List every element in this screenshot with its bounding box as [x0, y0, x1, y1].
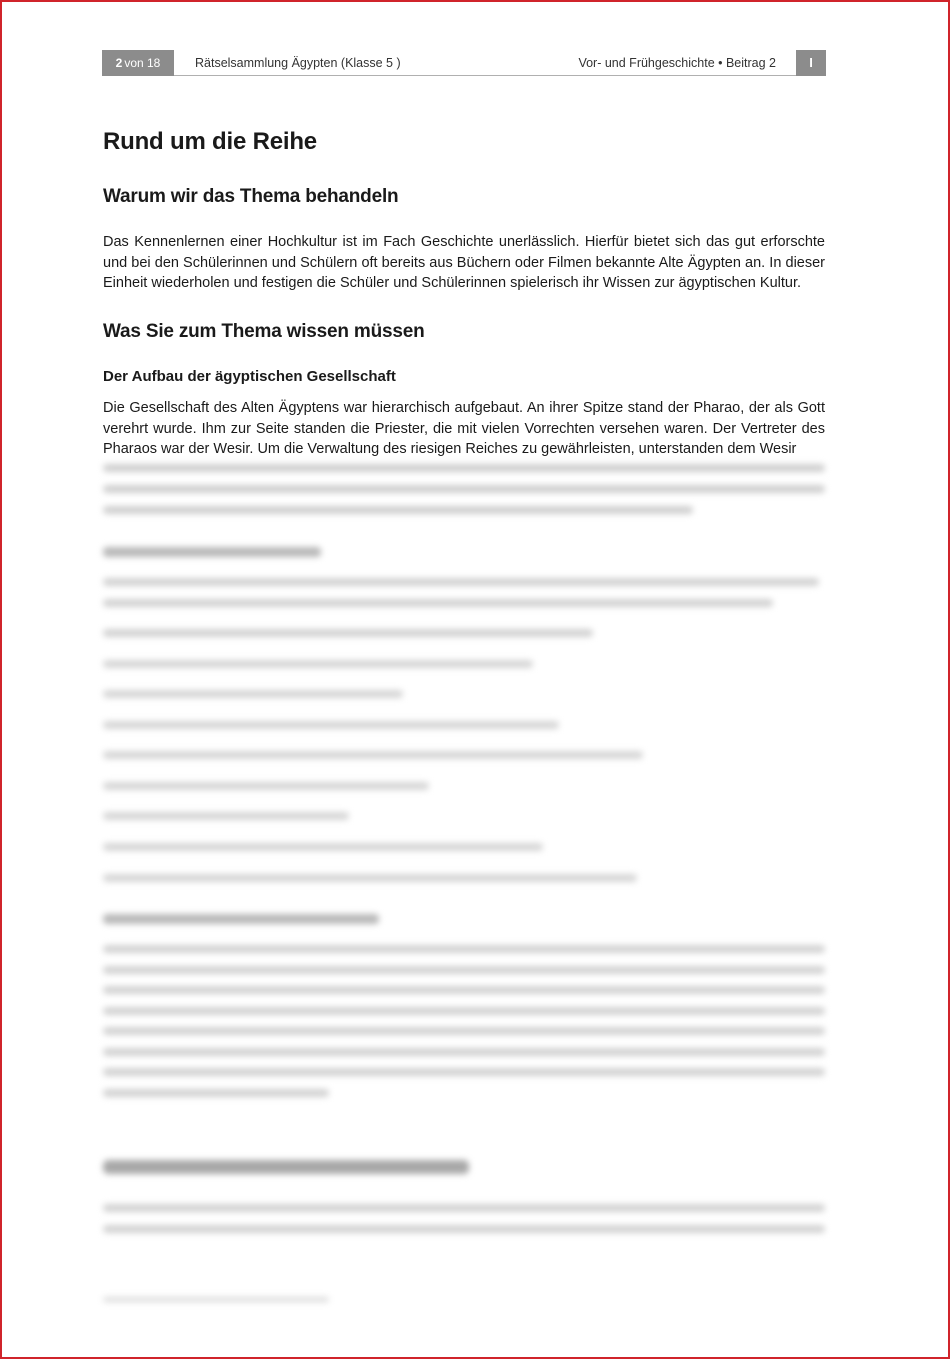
page-header — [102, 50, 826, 78]
blurred-line — [103, 629, 593, 637]
section-title: Vor- und Frühgeschichte • Beitrag 2 — [578, 56, 776, 70]
blurred-bullet — [103, 843, 543, 851]
blurred-bullet — [103, 812, 349, 820]
blurred-line — [103, 464, 825, 472]
blurred-line — [103, 1048, 825, 1056]
page-count: von 18 — [124, 56, 161, 70]
blurred-line — [103, 1204, 825, 1212]
society-paragraph: Die Gesellschaft des Alten Ägyptens war hierarchisch aufgebaut. An ihrer Spitze stand der Pharao, der als Gott verehrt wurde. Ihm zur Seite standen die Priester, die mit vielen Vorrechten versehen waren. Der Vertreter des Pharaos war der Wesir. Um die Verwaltung des riesigen Reiches zu gewährleisten, unterstanden dem Wesir — [103, 400, 825, 458]
header-divider — [174, 75, 796, 76]
blurred-line — [103, 1089, 329, 1097]
blurred-line — [103, 578, 819, 586]
society-paragraph-visible — [103, 398, 825, 460]
blurred-line — [103, 1068, 825, 1076]
blurred-bullet — [103, 721, 559, 729]
blurred-line — [103, 986, 825, 994]
blurred-line — [103, 1225, 825, 1233]
blurred-subheading — [103, 914, 379, 924]
blurred-bullet — [103, 751, 643, 759]
blurred-line — [103, 599, 773, 607]
blurred-subheading — [103, 547, 321, 557]
blurred-bullet — [103, 690, 403, 698]
section-marker: I — [796, 50, 826, 76]
series-title: Rätselsammlung Ägypten (Klasse 5 ) — [195, 56, 401, 70]
blurred-line — [103, 1027, 825, 1035]
blurred-line — [103, 1007, 825, 1015]
page-number-badge — [102, 50, 174, 76]
blurred-bullet — [103, 874, 637, 882]
blurred-line — [103, 966, 825, 974]
know-heading: Was Sie zum Thema wissen müssen — [103, 321, 425, 342]
why-paragraph: Das Kennenlernen einer Hochkultur ist im Fach Geschichte unerlässlich. Hierfür bietet sich das gut erforschte und bei den Schülerinnen und Schülern oft bereits aus Büchern oder Filmen bekannte Alte Ägypten an. In dieser Einheit wiederholen und festigen die Schüler und Schülerinnen spielerisch ihr Wissen zur ägyptischen Kultur. — [103, 234, 825, 292]
blurred-bullet — [103, 782, 429, 790]
blurred-bullet — [103, 660, 533, 668]
page-number: 2 — [115, 56, 123, 70]
blurred-line — [103, 506, 693, 514]
blurred-heading — [103, 1160, 469, 1174]
blurred-footer — [103, 1297, 329, 1302]
society-heading: Der Aufbau der ägyptischen Gesellschaft — [103, 368, 396, 385]
why-heading: Warum wir das Thema behandeln — [103, 186, 399, 207]
blurred-line — [103, 945, 825, 953]
page-title: Rund um die Reihe — [103, 128, 317, 155]
blurred-line — [103, 485, 825, 493]
